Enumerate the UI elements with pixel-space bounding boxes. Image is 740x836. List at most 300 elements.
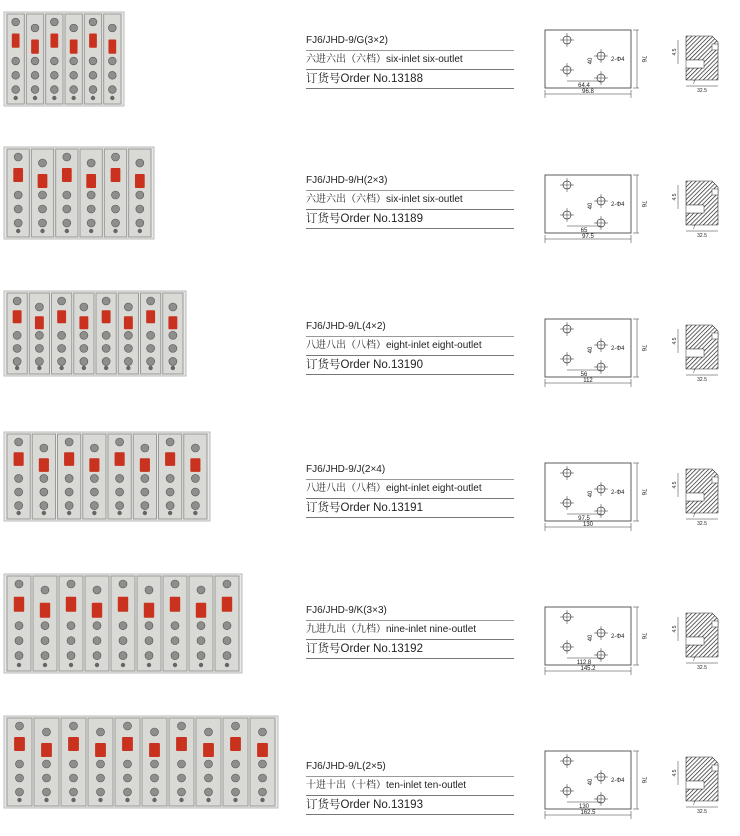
fuse-icon — [203, 743, 214, 757]
screw-icon — [141, 474, 149, 482]
mount-hole-icon — [117, 511, 121, 515]
terminal-module — [85, 576, 109, 671]
product-info — [306, 461, 514, 518]
product-model: FJ6/JHD-9/K(3×3) — [306, 602, 514, 621]
section-dim-top-label: 4.5 — [672, 481, 678, 489]
section-dim-bottom-label: 32.5 — [697, 233, 707, 239]
screw-icon — [259, 788, 267, 796]
mount-hole-icon — [43, 663, 47, 667]
screw-icon — [93, 586, 101, 594]
screw-icon — [223, 622, 231, 630]
screw-icon — [191, 502, 199, 510]
product-model: FJ6/JHD-9/H(2×3) — [306, 172, 514, 191]
product-order-number: 订货号Order No.13189 — [306, 210, 514, 229]
mount-hole-icon — [16, 229, 20, 233]
section-dim-bottom-label: 32.5 — [697, 88, 707, 94]
section-dim-top-label: 4.5 — [672, 769, 678, 777]
screw-icon — [141, 488, 149, 496]
dimension-drawing — [543, 171, 651, 247]
fuse-icon — [135, 174, 145, 188]
section-dim-bottom-label: 32.5 — [697, 809, 707, 815]
screw-icon — [178, 722, 186, 730]
mount-hole-icon — [59, 366, 63, 370]
product-description: 六进六出（六档）six-inlet six-outlet — [306, 191, 514, 210]
screw-icon — [124, 760, 132, 768]
screw-icon — [145, 622, 153, 630]
screw-icon — [145, 637, 153, 645]
fuse-icon — [149, 743, 160, 757]
section-dim-top-label: 4.5 — [672, 48, 678, 56]
section-dim-top-label: 4.5 — [672, 337, 678, 345]
terminal-module — [7, 14, 24, 104]
dim-hole-diameter-label: 2-Φ4 — [611, 490, 625, 496]
section-drawing — [672, 607, 728, 675]
product-photo — [0, 143, 158, 243]
terminal-module — [80, 149, 102, 237]
mount-hole-icon — [152, 798, 156, 802]
dim-hole-diameter-label: 2-Φ4 — [611, 202, 625, 208]
screw-icon — [16, 722, 24, 730]
terminal-module — [189, 576, 213, 671]
product-model: FJ6/JHD-9/L(4×2) — [306, 318, 514, 337]
mount-hole-icon — [92, 511, 96, 515]
fuse-icon — [122, 737, 133, 751]
mount-hole-icon — [125, 798, 129, 802]
terminal-module — [104, 14, 121, 104]
mount-hole-icon — [69, 663, 73, 667]
screw-icon — [41, 622, 49, 630]
screw-icon — [108, 86, 116, 94]
screw-icon — [116, 438, 124, 446]
screw-icon — [63, 191, 71, 199]
screw-icon — [124, 722, 132, 730]
mount-hole-icon — [173, 663, 177, 667]
screw-icon — [197, 622, 205, 630]
screw-icon — [87, 159, 95, 167]
screw-icon — [191, 444, 199, 452]
section-dim-mid-label: 7 — [692, 225, 696, 231]
screw-icon — [90, 502, 98, 510]
fuse-icon — [144, 603, 154, 618]
screw-icon — [119, 622, 127, 630]
terminal-module — [31, 149, 53, 237]
terminal-module — [58, 434, 81, 519]
screw-icon — [223, 652, 231, 660]
mount-hole-icon — [113, 229, 117, 233]
terminal-module — [65, 14, 82, 104]
section-drawing — [672, 175, 728, 243]
terminal-module — [163, 576, 187, 671]
screw-icon — [124, 331, 132, 339]
screw-icon — [124, 357, 132, 365]
section-dim-mid-label: 7 — [692, 80, 696, 86]
product-photo — [0, 428, 214, 525]
terminal-module — [32, 434, 55, 519]
screw-icon — [58, 331, 66, 339]
dimension-drawing — [543, 603, 651, 679]
screw-icon — [112, 205, 120, 213]
screw-icon — [116, 502, 124, 510]
terminal-module — [84, 14, 101, 104]
mount-hole-icon — [16, 511, 20, 515]
screw-icon — [87, 219, 95, 227]
screw-icon — [169, 344, 177, 352]
screw-icon — [93, 637, 101, 645]
screw-icon — [39, 191, 47, 199]
terminal-module — [215, 576, 239, 671]
screw-icon — [124, 788, 132, 796]
fuse-icon — [79, 316, 88, 329]
screw-icon — [35, 331, 43, 339]
screw-icon — [205, 760, 213, 768]
fuse-icon — [196, 603, 206, 618]
fuse-icon — [40, 603, 50, 618]
fuse-icon — [62, 168, 72, 182]
dim-hole-spacing-label: 40 — [588, 57, 594, 65]
screw-icon — [40, 488, 48, 496]
mount-hole-icon — [110, 96, 114, 100]
terminal-module — [142, 718, 167, 806]
section-profile — [686, 757, 718, 801]
screw-icon — [43, 728, 51, 736]
mount-hole-icon — [17, 663, 21, 667]
fuse-icon — [13, 168, 23, 182]
mount-hole-icon — [82, 366, 86, 370]
screw-icon — [15, 652, 23, 660]
terminal-module — [61, 718, 86, 806]
terminal-module — [88, 718, 113, 806]
screw-icon — [50, 71, 58, 79]
mount-hole-icon — [95, 663, 99, 667]
screw-icon — [43, 760, 51, 768]
mount-hole-icon — [171, 366, 175, 370]
screw-icon — [70, 760, 78, 768]
dim-pitch-label: 65 — [580, 228, 588, 234]
fuse-icon — [140, 458, 150, 472]
screw-icon — [151, 774, 159, 782]
dim-width-label: 97.5 — [582, 234, 594, 240]
terminal-module — [46, 14, 63, 104]
screw-icon — [15, 438, 23, 446]
dim-hole-spacing-label: 40 — [588, 202, 594, 210]
terminal-module — [59, 576, 83, 671]
terminal-module — [34, 718, 59, 806]
screw-icon — [147, 357, 155, 365]
screw-icon — [119, 580, 127, 588]
screw-icon — [197, 586, 205, 594]
dim-hole-spacing-label: 40 — [588, 634, 594, 642]
screw-icon — [145, 586, 153, 594]
screw-icon — [63, 219, 71, 227]
product-order-number: 订货号Order No.13191 — [306, 499, 514, 518]
screw-icon — [205, 774, 213, 782]
screw-icon — [14, 191, 22, 199]
fuse-icon — [12, 34, 20, 48]
screw-icon — [171, 622, 179, 630]
mount-hole-icon — [225, 663, 229, 667]
section-drawing — [672, 463, 728, 531]
section-dim-top-label: 4.5 — [672, 625, 678, 633]
screw-icon — [141, 444, 149, 452]
screw-icon — [166, 502, 174, 510]
dim-height-label: 76 — [640, 55, 646, 63]
screw-icon — [232, 722, 240, 730]
mount-hole-icon — [89, 229, 93, 233]
dimension-drawing — [543, 26, 651, 102]
section-profile — [686, 181, 718, 225]
dim-hole-spacing-label: 40 — [588, 346, 594, 354]
screw-icon — [80, 344, 88, 352]
screw-icon — [70, 774, 78, 782]
screw-icon — [12, 18, 20, 26]
screw-icon — [90, 488, 98, 496]
terminal-module — [29, 293, 49, 374]
terminal-module — [118, 293, 138, 374]
terminal-module — [111, 576, 135, 671]
section-notch — [712, 189, 718, 195]
fuse-icon — [222, 597, 232, 612]
terminal-module — [196, 718, 221, 806]
mount-hole-icon — [40, 229, 44, 233]
screw-icon — [191, 474, 199, 482]
terminal-module — [108, 434, 131, 519]
screw-icon — [259, 728, 267, 736]
screw-icon — [166, 438, 174, 446]
screw-icon — [124, 344, 132, 352]
product-order-number: 订货号Order No.13192 — [306, 640, 514, 659]
screw-icon — [97, 760, 105, 768]
fuse-icon — [230, 737, 241, 751]
screw-icon — [41, 586, 49, 594]
screw-icon — [67, 580, 75, 588]
screw-icon — [67, 622, 75, 630]
dim-hole-diameter-label: 2-Φ4 — [611, 346, 625, 352]
screw-icon — [232, 788, 240, 796]
screw-icon — [15, 622, 23, 630]
screw-icon — [13, 297, 21, 305]
mount-hole-icon — [44, 798, 48, 802]
terminal-module — [133, 434, 156, 519]
product-photo — [0, 712, 282, 812]
screw-icon — [102, 331, 110, 339]
fuse-icon — [168, 316, 177, 329]
section-notch — [712, 44, 718, 50]
mount-hole-icon — [206, 798, 210, 802]
section-dim-mid-label: 7 — [692, 369, 696, 375]
mount-hole-icon — [37, 366, 41, 370]
section-drawing — [672, 30, 728, 98]
mount-hole-icon — [199, 663, 203, 667]
screw-icon — [89, 71, 97, 79]
dimension-drawing — [543, 315, 651, 391]
mount-hole-icon — [260, 798, 264, 802]
terminal-module — [223, 718, 248, 806]
fuse-icon — [115, 452, 125, 466]
screw-icon — [12, 71, 20, 79]
section-dim-mid-label: 7 — [692, 801, 696, 807]
fuse-icon — [57, 310, 66, 323]
terminal-module — [52, 293, 72, 374]
screw-icon — [13, 331, 21, 339]
screw-icon — [89, 18, 97, 26]
dim-width-label: 112 — [583, 378, 593, 384]
screw-icon — [14, 205, 22, 213]
mount-hole-icon — [179, 798, 183, 802]
section-profile — [686, 469, 718, 513]
screw-icon — [50, 18, 58, 26]
product-photo — [0, 570, 246, 677]
screw-icon — [102, 297, 110, 305]
screw-icon — [65, 502, 73, 510]
screw-icon — [136, 219, 144, 227]
screw-icon — [136, 205, 144, 213]
fuse-icon — [14, 452, 24, 466]
screw-icon — [43, 774, 51, 782]
screw-icon — [166, 474, 174, 482]
section-dim-top-label: 4.5 — [672, 193, 678, 201]
product-info — [306, 172, 514, 229]
screw-icon — [80, 357, 88, 365]
screw-icon — [93, 652, 101, 660]
screw-icon — [13, 357, 21, 365]
screw-icon — [119, 637, 127, 645]
screw-icon — [14, 153, 22, 161]
screw-icon — [97, 788, 105, 796]
screw-icon — [151, 728, 159, 736]
fuse-icon — [95, 743, 106, 757]
mount-hole-icon — [65, 229, 69, 233]
section-dim-bottom-label: 32.5 — [697, 521, 707, 527]
fuse-icon — [108, 40, 116, 54]
screw-icon — [70, 722, 78, 730]
screw-icon — [147, 297, 155, 305]
screw-icon — [232, 774, 240, 782]
terminal-module — [7, 718, 32, 806]
screw-icon — [31, 57, 39, 65]
dim-pitch-label: 97.5 — [578, 516, 590, 522]
screw-icon — [108, 57, 116, 65]
terminal-module — [7, 293, 27, 374]
dim-width-label: 96.8 — [582, 89, 594, 95]
screw-icon — [119, 652, 127, 660]
screw-icon — [70, 788, 78, 796]
screw-icon — [178, 788, 186, 796]
section-dim-bottom-label: 32.5 — [697, 665, 707, 671]
mount-hole-icon — [148, 366, 152, 370]
screw-icon — [102, 344, 110, 352]
mount-hole-icon — [147, 663, 151, 667]
screw-icon — [259, 774, 267, 782]
product-description: 六进六出（六档）six-inlet six-outlet — [306, 51, 514, 70]
fuse-icon — [66, 597, 76, 612]
screw-icon — [89, 57, 97, 65]
mount-hole-icon — [143, 511, 147, 515]
mount-hole-icon — [71, 96, 75, 100]
screw-icon — [147, 331, 155, 339]
screw-icon — [65, 474, 73, 482]
terminal-module — [115, 718, 140, 806]
screw-icon — [171, 580, 179, 588]
screw-icon — [171, 652, 179, 660]
product-description: 十进十出（十档）ten-inlet ten-outlet — [306, 777, 514, 796]
section-slot — [686, 349, 704, 357]
dim-width-label: 130 — [582, 522, 594, 528]
screw-icon — [16, 760, 24, 768]
mount-hole-icon — [42, 511, 46, 515]
dim-height-label: 76 — [640, 344, 646, 352]
screw-icon — [87, 191, 95, 199]
fuse-icon — [170, 597, 180, 612]
screw-icon — [70, 86, 78, 94]
screw-icon — [15, 637, 23, 645]
product-info — [306, 602, 514, 659]
product-model: FJ6/JHD-9/L(2×5) — [306, 758, 514, 777]
fuse-icon — [102, 310, 111, 323]
dim-pitch-label: 64.4 — [578, 83, 590, 89]
fuse-icon — [68, 737, 79, 751]
screw-icon — [223, 637, 231, 645]
screw-icon — [112, 191, 120, 199]
screw-icon — [116, 474, 124, 482]
screw-icon — [171, 637, 179, 645]
screw-icon — [16, 774, 24, 782]
product-model: FJ6/JHD-9/J(2×4) — [306, 461, 514, 480]
screw-icon — [15, 502, 23, 510]
section-profile — [686, 613, 718, 657]
terminal-module — [7, 149, 29, 237]
fuse-icon — [31, 40, 39, 54]
dimension-drawing — [543, 747, 651, 823]
mount-hole-icon — [98, 798, 102, 802]
product-order-number: 订货号Order No.13188 — [306, 70, 514, 89]
product-info — [306, 32, 514, 89]
fuse-icon — [39, 458, 49, 472]
screw-icon — [35, 303, 43, 311]
dim-height-label: 76 — [640, 776, 646, 784]
terminal-module — [56, 149, 78, 237]
product-description: 八进八出（八档）eight-inlet eight-outlet — [306, 337, 514, 356]
screw-icon — [90, 444, 98, 452]
product-info — [306, 318, 514, 375]
mount-hole-icon — [15, 366, 19, 370]
mount-hole-icon — [13, 96, 17, 100]
product-description: 九进九出（九档）nine-inlet nine-outlet — [306, 621, 514, 640]
screw-icon — [39, 205, 47, 213]
screw-icon — [12, 86, 20, 94]
terminal-module — [137, 576, 161, 671]
dim-hole-diameter-label: 2-Φ4 — [611, 57, 625, 63]
fuse-icon — [257, 743, 268, 757]
product-description: 八进八出（八档）eight-inlet eight-outlet — [306, 480, 514, 499]
screw-icon — [39, 219, 47, 227]
fuse-icon — [86, 174, 96, 188]
dim-height-label: 76 — [640, 200, 646, 208]
screw-icon — [80, 331, 88, 339]
screw-icon — [197, 637, 205, 645]
screw-icon — [58, 344, 66, 352]
screw-icon — [41, 637, 49, 645]
screw-icon — [87, 205, 95, 213]
mount-hole-icon — [67, 511, 71, 515]
screw-icon — [63, 153, 71, 161]
mount-hole-icon — [71, 798, 75, 802]
screw-icon — [124, 774, 132, 782]
screw-icon — [97, 728, 105, 736]
screw-icon — [205, 788, 213, 796]
screw-icon — [12, 57, 20, 65]
screw-icon — [169, 357, 177, 365]
product-photo — [0, 8, 128, 110]
